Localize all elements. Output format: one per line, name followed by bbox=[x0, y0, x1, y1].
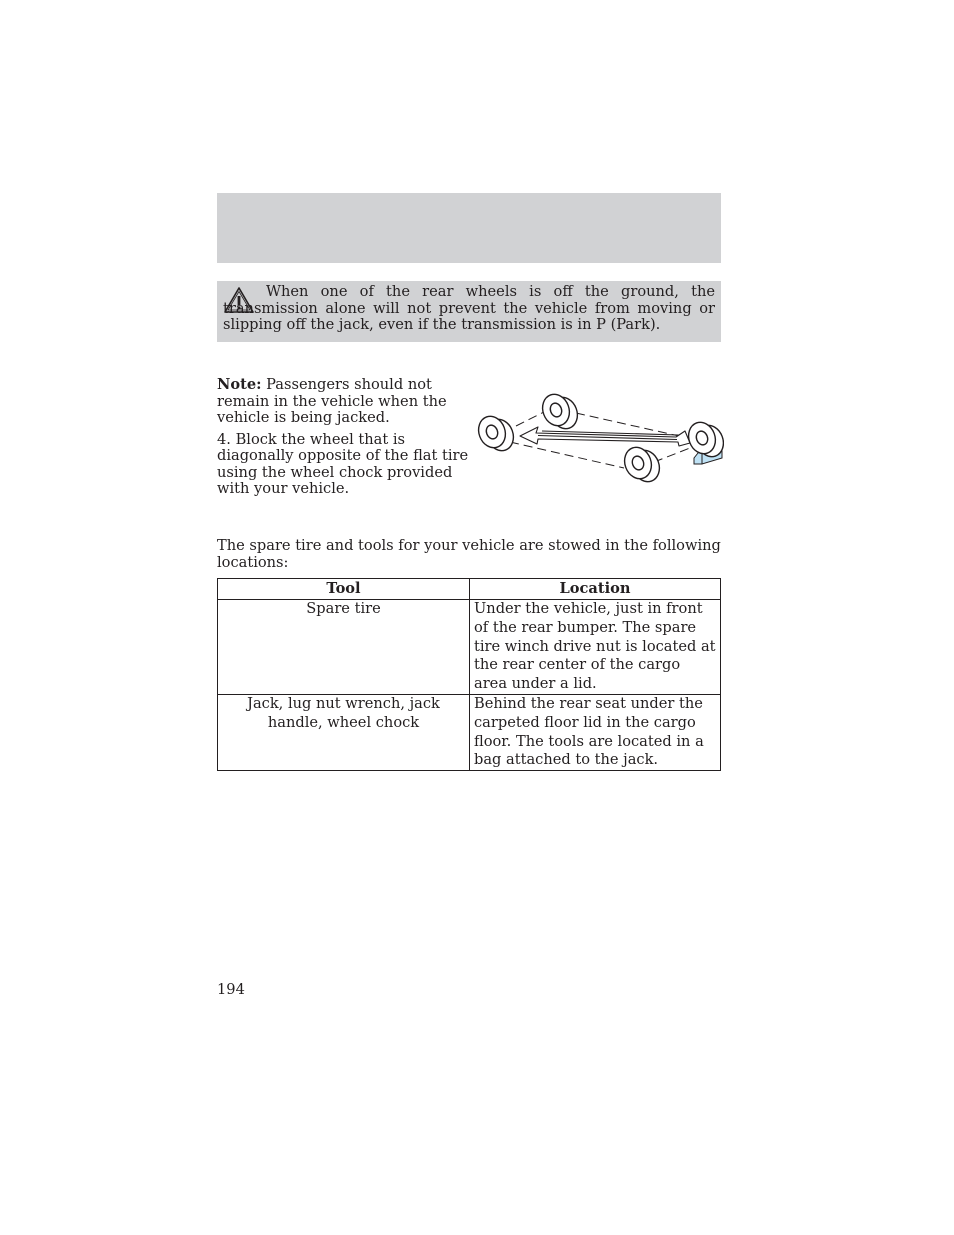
section-header-band bbox=[217, 193, 721, 263]
note-label: Note: bbox=[217, 376, 262, 393]
step-4-text: 4. Block the wheel that is diagonally opposite of the flat tire using the wheel chock provided with your vehicle. bbox=[217, 430, 469, 497]
header-location: Location bbox=[470, 579, 721, 600]
page-number: 194 bbox=[217, 981, 245, 998]
direction-arrow bbox=[520, 427, 690, 446]
note-paragraph bbox=[217, 377, 479, 427]
table-row bbox=[218, 694, 721, 770]
header-tool: Tool bbox=[218, 579, 470, 600]
wheel-front-right bbox=[620, 444, 663, 486]
table-row bbox=[218, 600, 721, 695]
tools-location-table bbox=[217, 578, 721, 771]
wheel-front-left bbox=[476, 413, 518, 455]
tool-cell: Spare tire bbox=[218, 600, 470, 695]
instructions-column bbox=[217, 377, 479, 503]
location-cell: Under the vehicle, just in front of the rear bumper. The spare tire winch drive nut is located at the rear center of the cargo area under a lid. bbox=[470, 600, 721, 695]
warning-box bbox=[217, 281, 721, 342]
wheel-rear-right bbox=[684, 419, 724, 461]
wheel-rear-left bbox=[538, 391, 581, 433]
location-cell: Behind the rear seat under the carpeted floor lid in the cargo floor. The tools are located in a bag attached to the jack. bbox=[470, 694, 721, 770]
table-header-row bbox=[218, 579, 721, 600]
tool-cell: Jack, lug nut wrench, jack handle, wheel chock bbox=[218, 694, 470, 770]
note-text: Passengers should not remain in the vehicle when the vehicle is being jacked. bbox=[217, 376, 447, 426]
warning-text: When one of the rear wheels is off the ground, the transmission alone will not prevent the vehicle from moving or slipping off the jack, even if the transmission is in P (Park). bbox=[223, 283, 715, 333]
tools-intro-text: The spare tire and tools for your vehicle are stowed in the following locations: bbox=[217, 537, 721, 571]
wheel-chock-diagram bbox=[476, 386, 724, 488]
